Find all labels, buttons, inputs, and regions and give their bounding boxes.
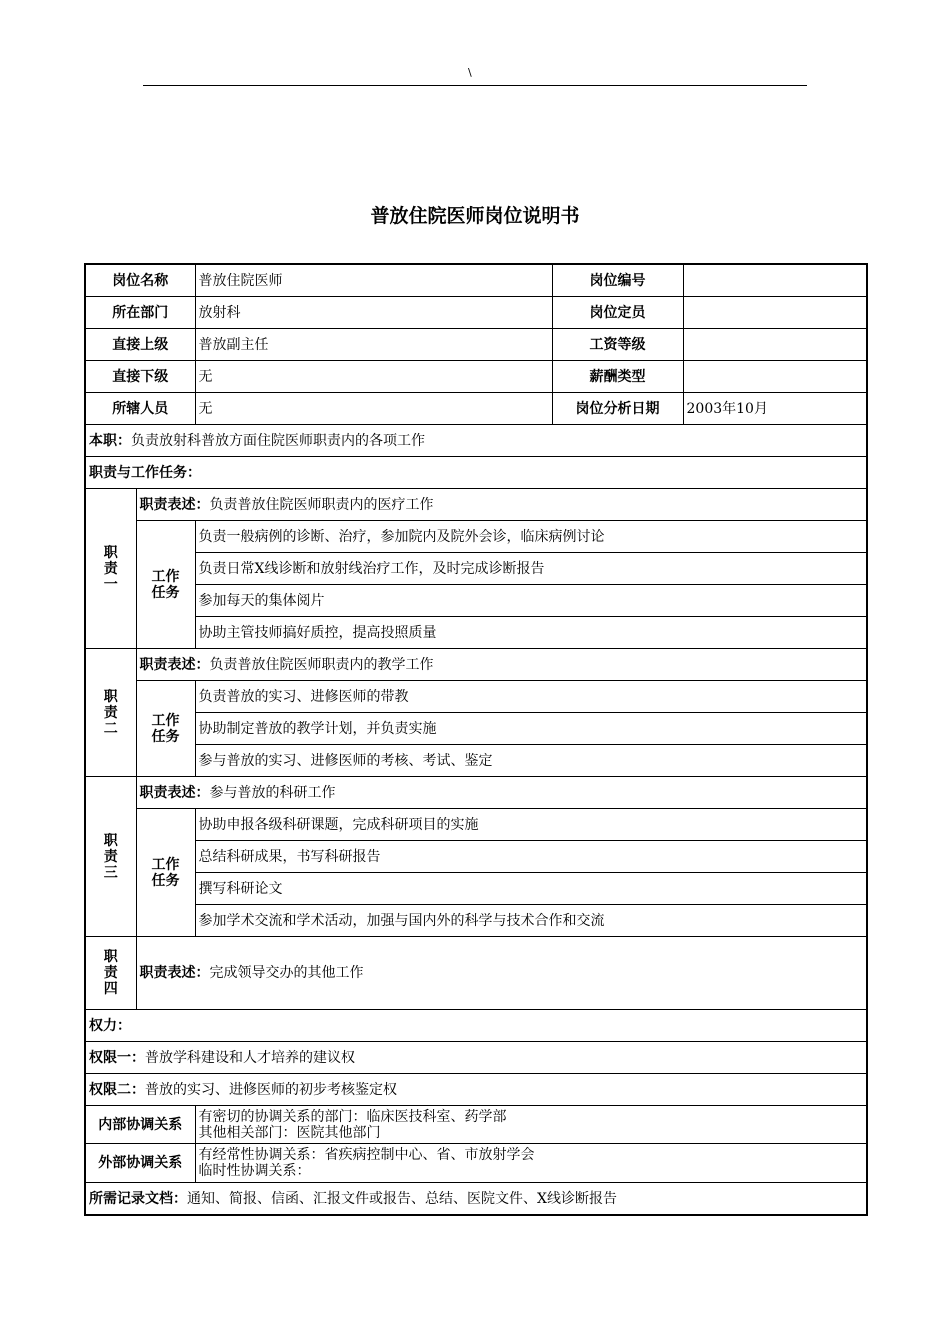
task-label: 工作 任务 (136, 681, 195, 777)
records-row (85, 1183, 867, 1216)
basic-label: 岗位定员 (552, 297, 683, 329)
records-text: 通知、简报、信函、汇报文件或报告、总结、医院文件、X线诊断报告 (187, 1190, 617, 1207)
task-row (85, 745, 867, 777)
authority-text: 普放的实习、进修医师的初步考核鉴定权 (145, 1081, 397, 1098)
header-mark: \ (468, 66, 472, 79)
basic-label: 岗位名称 (85, 264, 195, 297)
basic-row (85, 393, 867, 425)
duty-desc-text: 负责普放住院医师职责内的医疗工作 (209, 496, 434, 513)
task-row (85, 841, 867, 873)
task-row (85, 521, 867, 553)
task-label: 工作 任务 (136, 521, 195, 649)
duty-desc-text: 参与普放的科研工作 (209, 784, 336, 801)
authority-item (85, 1042, 867, 1074)
records (85, 1183, 867, 1216)
authority-text: 普放学科建设和人才培养的建议权 (145, 1049, 355, 1066)
task-row (85, 809, 867, 841)
duty-row (85, 777, 867, 809)
basic-value (683, 297, 867, 329)
basic-value: 普放住院医师 (195, 264, 552, 297)
main-duty-text: 负责放射科普放方面住院医师职责内的各项工作 (131, 432, 425, 449)
basic-row (85, 361, 867, 393)
basic-value: 2003年10月 (683, 393, 867, 425)
basic-label: 薪酬类型 (552, 361, 683, 393)
duty-desc (136, 937, 867, 1010)
duty-row (85, 649, 867, 681)
duty-desc-label: 职责表述： (139, 784, 210, 801)
task-row (85, 905, 867, 937)
duty-name: 职 责 一 (85, 489, 136, 649)
basic-row (85, 329, 867, 361)
task-row (85, 681, 867, 713)
task-item: 参加每天的集体阅片 (195, 585, 867, 617)
duty-desc (136, 489, 867, 521)
external-coordination-row (85, 1144, 867, 1183)
authority-row (85, 1074, 867, 1106)
duty-row (85, 489, 867, 521)
internal-coordination-text: 有密切的协调关系的部门：临床医技科室、药学部 其他相关部门：医院其他部门 (195, 1106, 867, 1144)
task-row (85, 713, 867, 745)
basic-value: 无 (195, 361, 552, 393)
internal-coordination-row (85, 1106, 867, 1144)
duty-name: 职 责 三 (85, 777, 136, 937)
basic-label: 直接下级 (85, 361, 195, 393)
authority-header: 权力： (85, 1010, 867, 1042)
task-item: 总结科研成果，书写科研报告 (195, 841, 867, 873)
duty-name: 职 责 四 (85, 937, 136, 1010)
task-item: 协助主管技师搞好质控，提高投照质量 (195, 617, 867, 649)
authority-label: 权限一： (89, 1049, 145, 1066)
task-item: 负责普放的实习、进修医师的带教 (195, 681, 867, 713)
external-coordination-text: 有经常性协调关系：省疾病控制中心、省、市放射学会 临时性协调关系： (195, 1144, 867, 1183)
external-coordination-label: 外部协调关系 (85, 1144, 195, 1183)
basic-value: 普放副主任 (195, 329, 552, 361)
records-label: 所需记录文档： (89, 1190, 187, 1207)
authority-row (85, 1042, 867, 1074)
duty-desc-label: 职责表述： (139, 965, 210, 981)
duty-row (85, 937, 867, 1010)
duty-desc (136, 777, 867, 809)
basic-value (683, 329, 867, 361)
duty-desc-text: 负责普放住院医师职责内的教学工作 (209, 656, 434, 673)
duty-desc (136, 649, 867, 681)
duty-desc-text: 完成领导交办的其他工作 (209, 965, 364, 981)
authority-header-row (85, 1010, 867, 1042)
task-row (85, 873, 867, 905)
basic-label: 工资等级 (552, 329, 683, 361)
basic-value (683, 361, 867, 393)
task-item: 协助制定普放的教学计划，并负责实施 (195, 713, 867, 745)
page-title: 普放住院医师岗位说明书 (370, 205, 580, 227)
basic-value (683, 264, 867, 297)
task-row (85, 617, 867, 649)
header-rule (143, 85, 807, 86)
basic-value: 放射科 (195, 297, 552, 329)
task-item: 参与普放的实习、进修医师的考核、考试、鉴定 (195, 745, 867, 777)
job-description-table (84, 263, 868, 1216)
basic-label: 直接上级 (85, 329, 195, 361)
duties-header: 职责与工作任务： (85, 457, 867, 489)
task-item: 参加学术交流和学术活动，加强与国内外的科学与技术合作和交流 (195, 905, 867, 937)
task-item: 撰写科研论文 (195, 873, 867, 905)
duty-desc-label: 职责表述： (139, 496, 210, 513)
duty-desc-label: 职责表述： (139, 656, 210, 673)
basic-label: 岗位分析日期 (552, 393, 683, 425)
task-item: 负责日常X线诊断和放射线治疗工作，及时完成诊断报告 (195, 553, 867, 585)
main-duty (85, 425, 867, 457)
task-row (85, 585, 867, 617)
task-label: 工作 任务 (136, 809, 195, 937)
basic-label: 所在部门 (85, 297, 195, 329)
internal-coordination-label: 内部协调关系 (85, 1106, 195, 1144)
task-item: 负责一般病例的诊断、治疗，参加院内及院外会诊，临床病例讨论 (195, 521, 867, 553)
basic-row (85, 264, 867, 297)
authority-label: 权限二： (89, 1081, 145, 1098)
basic-label: 所辖人员 (85, 393, 195, 425)
task-row (85, 553, 867, 585)
basic-value: 无 (195, 393, 552, 425)
duty-name: 职 责 二 (85, 649, 136, 777)
main-duty-row (85, 425, 867, 457)
duties-header-row (85, 457, 867, 489)
authority-item (85, 1074, 867, 1106)
task-item: 协助申报各级科研课题，完成科研项目的实施 (195, 809, 867, 841)
basic-label: 岗位编号 (552, 264, 683, 297)
basic-row (85, 297, 867, 329)
main-duty-label: 本职： (89, 432, 131, 449)
